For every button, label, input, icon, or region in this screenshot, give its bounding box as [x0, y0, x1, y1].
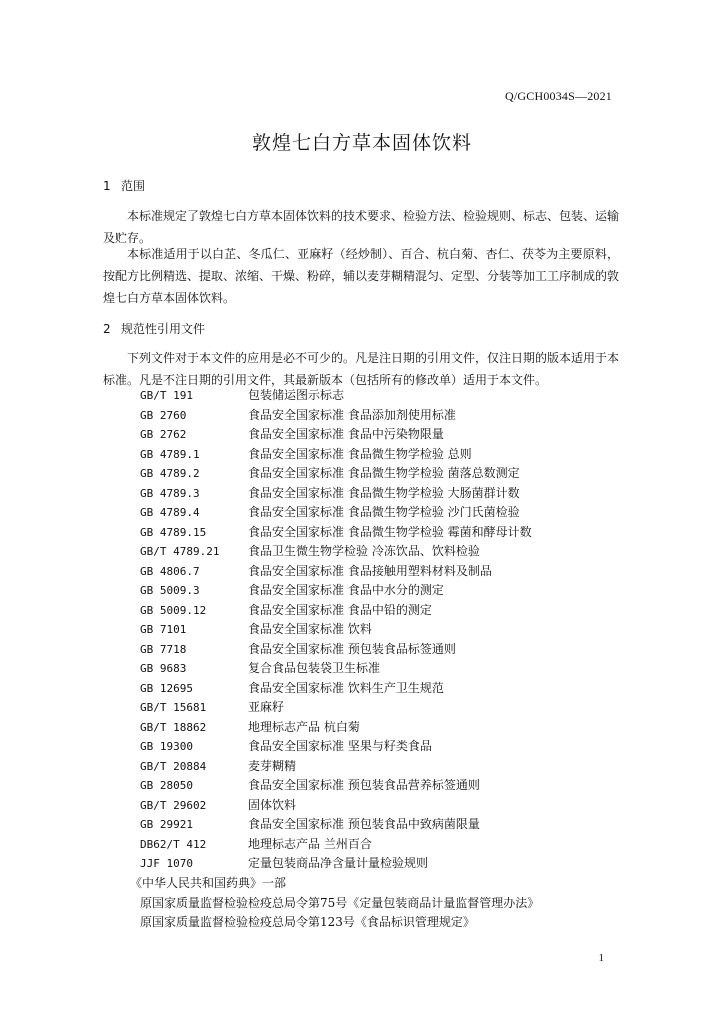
- other-reference-item: 原国家质量监督检验检疫总局令第75号《定量包装商品计量监督管理办法》: [140, 895, 540, 910]
- reference-code: GB 9683: [140, 662, 187, 675]
- reference-row: [140, 484, 532, 504]
- reference-code: GB 4806.7: [140, 564, 200, 578]
- section-2-number: 2: [103, 322, 111, 336]
- reference-row: [140, 620, 532, 640]
- reference-code: GB 4789.15: [140, 525, 207, 539]
- other-reference-item: 《中华人民共和国药典》一部: [130, 876, 287, 890]
- reference-title: 定量包装商品净含量计量检验规则: [248, 856, 429, 870]
- reference-row: [140, 386, 532, 406]
- reference-row: [140, 542, 532, 562]
- reference-list: [140, 386, 532, 874]
- reference-title: 食品安全国家标准 食品微生物学检验 大肠菌群计数: [248, 485, 520, 500]
- reference-code: GB 7718: [140, 642, 187, 656]
- reference-title: 食品安全国家标准 预包装食品中致病菌限量: [248, 817, 480, 831]
- section-2-intro: 下列文件对于本文件的应用是必不可少的。凡是注日期的引用文件，仅注日期的版本适用于本标准。凡是不注日期的引用文件，其最新版本（包括所有的修改单）适用于本文件。: [103, 351, 620, 387]
- reference-code: GB 29921: [140, 818, 193, 831]
- reference-code: GB 2760: [140, 408, 187, 422]
- reference-code: GB 19300: [140, 740, 193, 753]
- reference-code: JJF 1070: [140, 857, 193, 870]
- reference-title: 食品安全国家标准 饮料: [248, 622, 372, 636]
- reference-code: GB 5009.12: [140, 603, 207, 617]
- reference-row: [140, 659, 532, 679]
- reference-title: 食品安全国家标准 饮料生产卫生规范: [248, 680, 444, 695]
- reference-title: 亚麻籽: [248, 700, 285, 714]
- reference-row: [140, 425, 532, 445]
- reference-row: [140, 640, 532, 660]
- reference-title: 食品安全国家标准 食品添加剂使用标准: [248, 407, 456, 422]
- reference-title: 食品卫生微生物学检验 冷冻饮品、饮料检验: [248, 544, 480, 558]
- section-1-paragraph-2: 本标准适用于以白芷、冬瓜仁、亚麻籽（经炒制）、百合、杭白菊、杏仁、茯苓为主要原料，按配方比例精选、提取、浓缩、干燥、粉碎，辅以麦芽糊精混匀、定型、分装等加工工序制成的敦煌七白方草本固体饮料。: [103, 247, 620, 305]
- reference-row: [140, 679, 532, 699]
- reference-row: [140, 815, 532, 835]
- reference-code: GB 2762: [140, 428, 187, 441]
- section-1-number: 1: [103, 179, 111, 193]
- reference-row: [140, 835, 532, 855]
- reference-code: GB 4789.4: [140, 506, 200, 519]
- reference-row: [140, 776, 532, 796]
- reference-row: [140, 464, 532, 484]
- reference-row: [140, 737, 532, 757]
- reference-code: GB/T 4789.21: [140, 545, 220, 558]
- reference-code: GB 4789.3: [140, 486, 200, 500]
- reference-title: 地理标志产品 兰州百合: [248, 836, 372, 851]
- page-number: 1: [598, 952, 604, 964]
- reference-row: [140, 854, 532, 874]
- reference-code: GB/T 15681: [140, 701, 207, 714]
- reference-code: GB 4789.1: [140, 447, 200, 461]
- reference-title: 固体饮料: [248, 797, 297, 812]
- reference-code: GB/T 18862: [140, 720, 207, 734]
- other-reference-item: 原国家质量监督检验检疫总局令第123号《食品标识管理规定》: [140, 915, 475, 929]
- reference-row: [140, 581, 532, 601]
- reference-code: GB/T 29602: [140, 798, 207, 812]
- reference-row: [140, 796, 532, 816]
- section-2-title: 规范性引用文件: [121, 322, 206, 336]
- other-references: [130, 874, 540, 933]
- section-1-title: 范围: [121, 179, 146, 193]
- reference-code: DB62/T 412: [140, 837, 207, 851]
- section-1-heading: [103, 177, 145, 194]
- reference-row: [140, 757, 532, 777]
- standard-code: Q/GCH0034S—2021: [504, 89, 612, 103]
- reference-code: GB 5009.3: [140, 584, 200, 597]
- reference-title: 食品安全国家标准 食品微生物学检验 菌落总数测定: [248, 466, 520, 480]
- reference-code: GB/T 191: [140, 389, 193, 402]
- reference-title: 包装储运图示标志: [248, 388, 345, 402]
- reference-title: 食品安全国家标准 食品微生物学检验 总则: [248, 446, 472, 461]
- reference-title: 复合食品包装袋卫生标准: [248, 661, 381, 675]
- reference-title: 食品安全国家标准 食品中水分的测定: [248, 583, 444, 597]
- reference-title: 食品安全国家标准 食品微生物学检验 霉菌和酵母计数: [248, 524, 532, 539]
- reference-row: [140, 601, 532, 621]
- reference-title: 食品安全国家标准 食品微生物学检验 沙门氏菌检验: [248, 505, 520, 519]
- reference-title: 食品安全国家标准 预包装食品营养标签通则: [248, 778, 480, 792]
- reference-code: GB 28050: [140, 779, 193, 792]
- reference-code: GB 12695: [140, 681, 193, 695]
- reference-code: GB/T 20884: [140, 759, 207, 773]
- reference-row: [140, 406, 532, 426]
- reference-title: 麦芽糊精: [248, 758, 297, 773]
- reference-title: 食品安全国家标准 食品中铅的测定: [248, 602, 432, 617]
- reference-row: [140, 523, 532, 543]
- reference-code: GB 4789.2: [140, 467, 200, 480]
- reference-row: [140, 698, 532, 718]
- section-2-heading: [103, 320, 205, 337]
- reference-title: 食品安全国家标准 坚果与籽类食品: [248, 739, 432, 753]
- reference-row: [140, 718, 532, 738]
- reference-title: 地理标志产品 杭白菊: [248, 719, 360, 734]
- reference-row: [140, 445, 532, 465]
- reference-title: 食品安全国家标准 食品中污染物限量: [248, 427, 444, 441]
- reference-row: [140, 503, 532, 523]
- reference-title: 食品安全国家标准 预包装食品标签通则: [248, 641, 456, 656]
- document-title: 敦煌七白方草本固体饮料: [251, 132, 472, 154]
- reference-row: [140, 562, 532, 582]
- reference-code: GB 7101: [140, 623, 187, 636]
- reference-title: 食品安全国家标准 食品接触用塑料材料及制品: [248, 563, 492, 578]
- section-1-paragraph-1: 本标准规定了敦煌七白方草本固体饮料的技术要求、检验方法、检验规则、标志、包装、运输及贮存。: [103, 209, 620, 245]
